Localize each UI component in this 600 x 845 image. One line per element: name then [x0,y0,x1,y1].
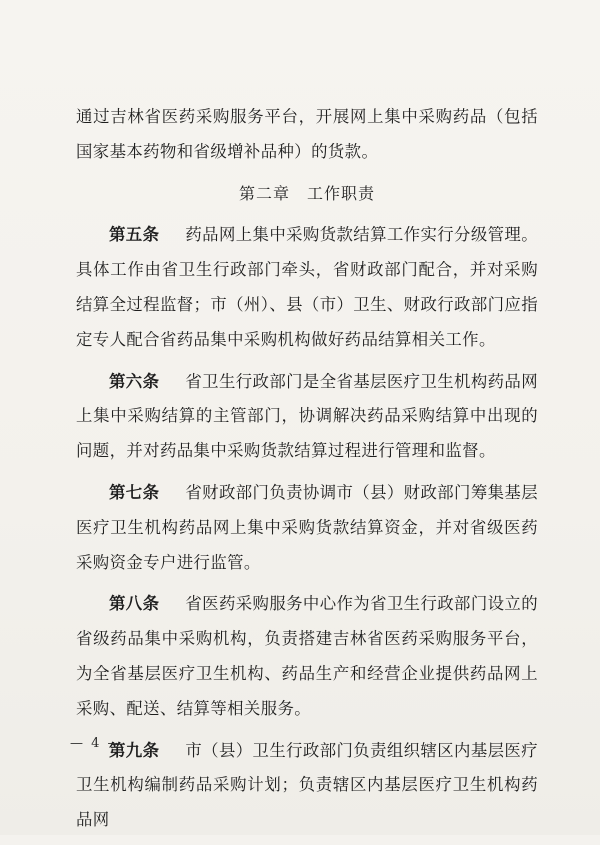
article-9 [76,734,538,838]
intro-paragraph: 通过吉林省医药采购服务平台，开展网上集中采购药品（包括国家基本药物和省级增补品种）的货款。 [76,107,538,161]
article-label: 第九条 [109,740,160,760]
article-label: 第六条 [109,371,160,391]
article-5 [76,218,538,357]
page-number: — 4 — [70,736,123,751]
article-label: 第八条 [109,594,160,614]
document-body [76,100,538,845]
article-text: 省财政部门负责协调市（县）财政部门筹集基层医疗卫生机构药品网上集中采购货款结算资金，并对省级医药采购资金专户进行监管。 [76,482,538,572]
article-text: 省医药采购服务中心作为省卫生行政部门设立的省级药品集中采购机构，负责搭建吉林省医药采购服务平台，为全省基层医疗卫生机构、药品生产和经营企业提供药品网上采购、配送、结算等相关服务。 [76,594,538,718]
article-text: 市（县）卫生行政部门负责组织辖区内基层医疗卫生机构编制药品采购计划；负责辖区内基层医疗卫生机构药品网 [76,740,538,830]
article-label: 第七条 [109,482,160,502]
article-8 [76,587,538,726]
article-6 [76,365,538,469]
article-label: 第五条 [109,225,160,245]
article-text: 省卫生行政部门是全省基层医疗卫生机构药品网上集中采购结算的主管部门，协调解决药品采购结算中出现的问题，并对药品集中采购货款结算过程进行管理和监督。 [76,371,538,461]
article-7 [76,476,538,580]
article-text: 药品网上集中采购货款结算工作实行分级管理。具体工作由省卫生行政部门牵头，省财政部门配合，并对采购结算全过程监督；市（州）、县（市）卫生、财政行政部门应指定专人配合省药品集中采购机构做好药品结算相关工作。 [76,225,538,349]
chapter-title: 第二章 工作职责 [238,183,375,203]
